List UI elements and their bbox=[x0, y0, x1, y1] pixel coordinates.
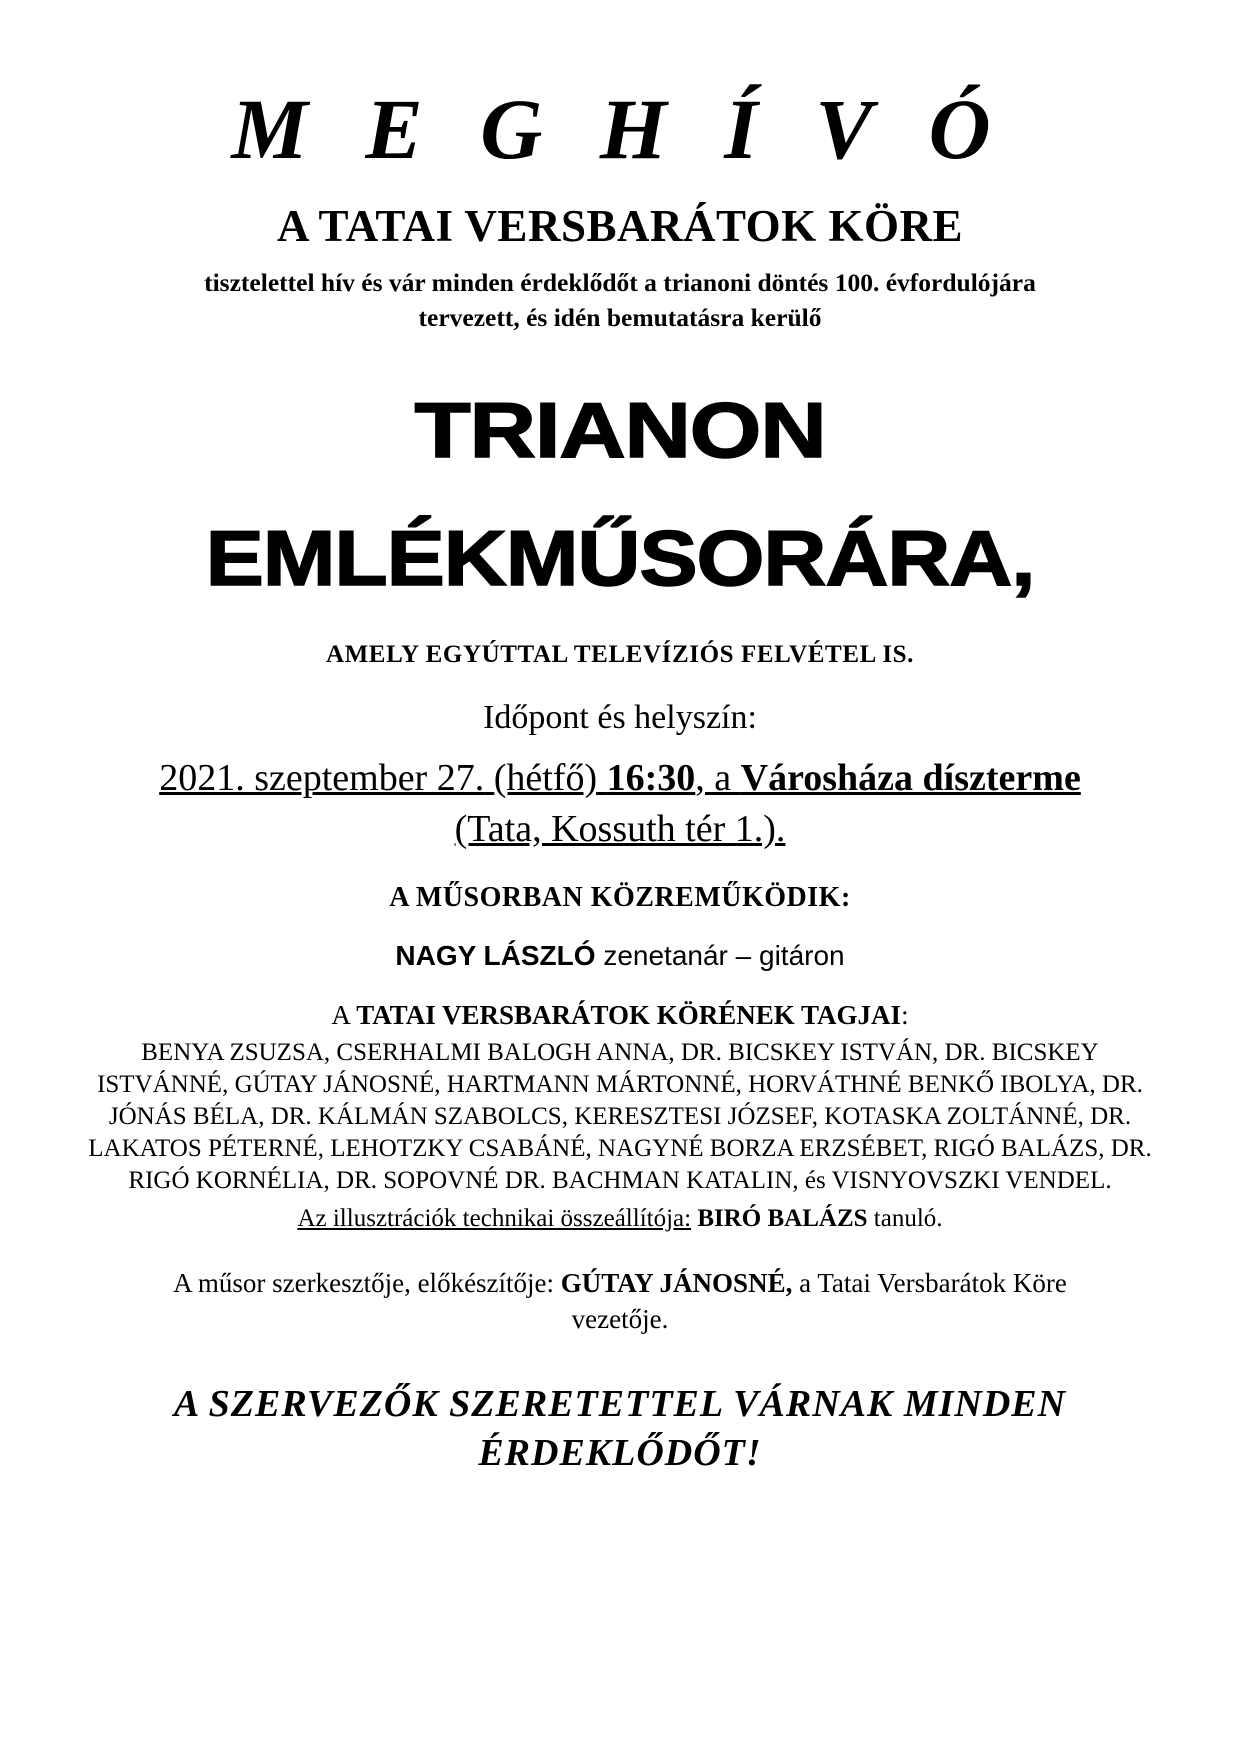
guitarist-role: zenetanár – gitáron bbox=[595, 939, 845, 971]
members-heading-prefix: A bbox=[331, 999, 357, 1030]
performers-heading: A MŰSORBAN KÖZREMŰKÖDIK: bbox=[389, 881, 851, 913]
tv-recording-note: AMELY EGYÚTTAL TELEVÍZIÓS FELVÉTEL IS. bbox=[325, 641, 915, 669]
event-date: 2021. szeptember 27. bbox=[159, 757, 485, 800]
members-heading-suffix: : bbox=[901, 999, 909, 1030]
intro-line-1: tisztelettel hív és vár minden érdeklődőt a trianoni döntés 100. évfordulójára bbox=[204, 268, 1036, 298]
illustration-label: Az illusztrációk technikai összeállítója: bbox=[297, 1204, 692, 1232]
members-heading-bold: TATAI VERSBARÁTOK KÖRÉNEK TAGJAI bbox=[356, 999, 902, 1030]
illustration-name: BIRÓ BALÁZS bbox=[691, 1204, 868, 1232]
members-heading bbox=[70, 1000, 1170, 1031]
guitarist-name: NAGY LÁSZLÓ bbox=[395, 939, 596, 971]
event-day: (hétfő) bbox=[493, 757, 598, 800]
members-list: BENYA ZSUZSA, CSERHALMI BALOGH ANNA, DR. BICSKEY ISTVÁN, DR. BICSKEY ISTVÁNNÉ, GÚTAY JÁNOSNÉ, HARTMANN MÁRTONNÉ, HORVÁTHNÉ BENKŐ IBOLYA, DR. JÓNÁS BÉLA, DR. KÁLMÁN SZABOLCS, KERESZTESI JÓZSEF, KOTASKA ZOLTÁNNÉ, DR. LAKATOS PÉTERNÉ, LEHOTZKY CSABÁNÉ, NAGYNÉ BORZA ERZSÉBET, RIGÓ BALÁZS, DR. RIGÓ KORNÉLIA, DR. SOPOVNÉ DR. BACHMAN KATALIN, és VISNYOVSZKI VENDEL. bbox=[88, 1038, 1152, 1194]
display-word-emlekmusorara: EMLÉKMŰSORÁRA, bbox=[205, 514, 1035, 603]
illustration-suffix: tanuló. bbox=[867, 1204, 943, 1232]
intro-line-2: tervezett, és idén bemutatásra kerülő bbox=[418, 302, 822, 332]
when-where-label: Időpont és helyszín: bbox=[483, 699, 757, 737]
illustration-credit bbox=[70, 1205, 1170, 1233]
intro-text bbox=[100, 266, 1140, 335]
guitarist-credit bbox=[70, 940, 1170, 972]
editor-prefix: A műsor szerkesztője, előkészítője: bbox=[173, 1267, 561, 1298]
event-venue-prefix: , a bbox=[695, 757, 741, 800]
event-venue: Városháza díszterme bbox=[740, 757, 1081, 800]
editor-suffix: a Tatai Versbarátok Köre vezetője. bbox=[571, 1267, 1067, 1335]
closing-message: A SZERVEZŐK SZERETETTEL VÁRNAK MINDEN ÉRDEKLŐDŐT! bbox=[173, 1382, 1067, 1474]
page-title: M E G H Í V Ó bbox=[231, 81, 1009, 177]
editor-credit bbox=[130, 1265, 1110, 1338]
event-address: (Tata, Kossuth tér 1.). bbox=[454, 808, 786, 851]
event-details bbox=[120, 753, 1120, 856]
editor-name: GÚTAY JÁNOSNÉ, bbox=[560, 1267, 793, 1298]
display-word-trianon: TRIANON bbox=[414, 386, 826, 475]
organization-name: A TATAI VERSBARÁTOK KÖRE bbox=[277, 201, 963, 252]
event-time: 16:30 bbox=[606, 757, 696, 800]
